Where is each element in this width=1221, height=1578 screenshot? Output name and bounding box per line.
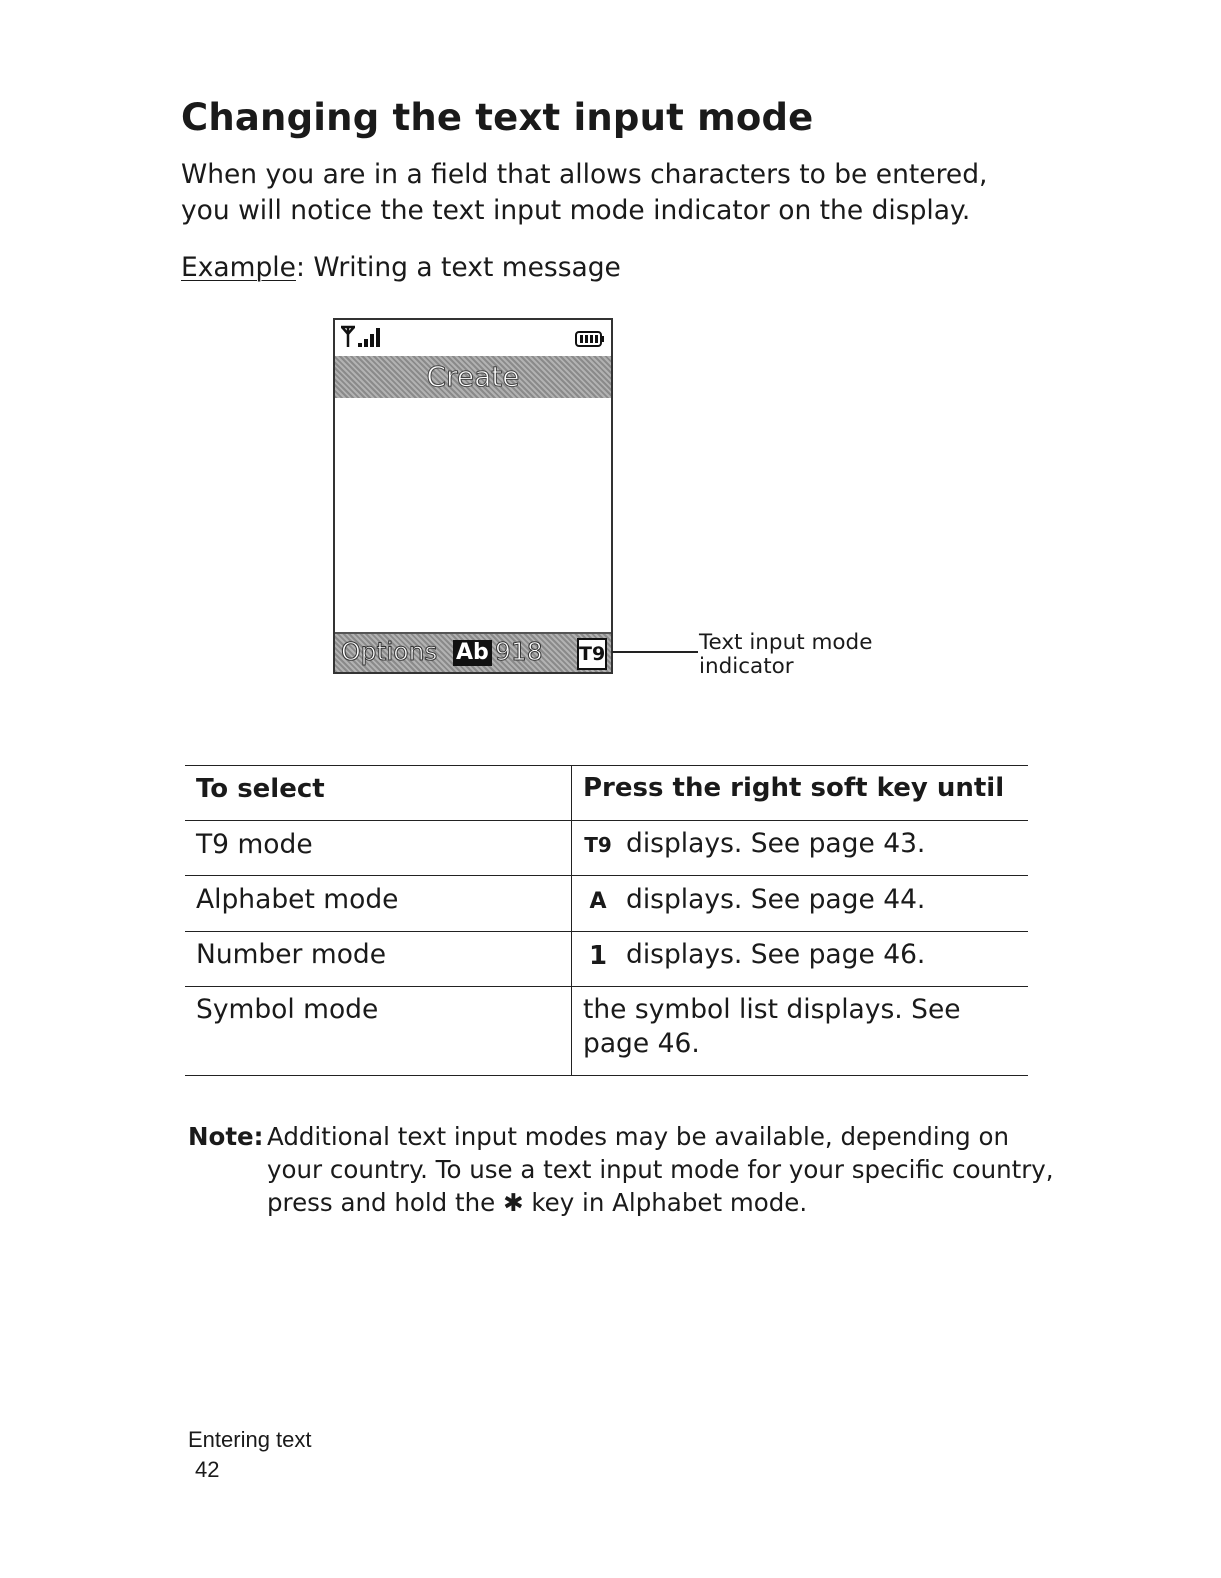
alphabet-mode-icon: A bbox=[589, 889, 607, 914]
table-row-mode: Alphabet mode bbox=[196, 884, 399, 915]
table-column-divider bbox=[571, 765, 572, 1076]
table-row-mode: Number mode bbox=[196, 939, 387, 970]
soft-key-bar bbox=[335, 632, 611, 672]
table-rule bbox=[185, 765, 1028, 766]
table-rule bbox=[185, 986, 1028, 987]
status-bar bbox=[335, 320, 611, 354]
table-row-action: displays. See page 44. bbox=[626, 884, 926, 915]
footer-section-title: Entering text bbox=[188, 1427, 312, 1452]
table-rule bbox=[185, 1075, 1028, 1076]
mode-badge: Ab bbox=[453, 640, 492, 666]
note-label: Note: bbox=[188, 1122, 264, 1151]
char-counter: 918 bbox=[495, 637, 543, 666]
phone-screen-illustration bbox=[333, 318, 613, 674]
table-row-action-cont: page 46. bbox=[583, 1028, 700, 1059]
intro-line-1: When you are in a field that allows characters to be entered, bbox=[181, 159, 988, 190]
note-line-2: your country. To use a text input mode for your specific country, bbox=[267, 1155, 1054, 1184]
callout-label bbox=[699, 631, 919, 679]
note-line-3-end: key in Alphabet mode. bbox=[531, 1188, 808, 1217]
options-soft-key: Options bbox=[341, 637, 438, 666]
note-line-3-start: press and hold the bbox=[267, 1188, 496, 1217]
number-mode-icon: 1 bbox=[588, 941, 608, 971]
screen-title: Create bbox=[426, 360, 520, 393]
callout-line-1: Text input mode bbox=[699, 630, 873, 655]
table-row-mode: Symbol mode bbox=[196, 994, 379, 1025]
table-header-press: Press the right soft key until bbox=[583, 773, 1005, 803]
table-row-mode: T9 mode bbox=[196, 829, 313, 860]
table-rule bbox=[185, 875, 1028, 876]
table-header-select: To select bbox=[196, 774, 325, 804]
table-row-action: the symbol list displays. See bbox=[583, 994, 961, 1025]
signal-icon bbox=[339, 324, 389, 350]
table-row-action: displays. See page 46. bbox=[626, 939, 926, 970]
callout-leader-line bbox=[612, 651, 698, 653]
callout-line-2: indicator bbox=[699, 654, 794, 679]
page-title: Changing the text input mode bbox=[181, 96, 814, 139]
table-row-action: displays. See page 43. bbox=[626, 828, 926, 859]
battery-icon bbox=[575, 330, 605, 348]
star-key-icon: ✱ bbox=[503, 1188, 524, 1217]
note-block bbox=[188, 1120, 1054, 1217]
example-caption bbox=[181, 252, 621, 283]
page-number: 42 bbox=[195, 1457, 220, 1482]
note-line-3 bbox=[267, 1186, 807, 1219]
table-rule bbox=[185, 931, 1028, 932]
t9-icon: T9 bbox=[584, 833, 612, 857]
t9-mode-indicator: T9 bbox=[577, 638, 607, 670]
example-label: Example bbox=[181, 252, 296, 283]
table-rule bbox=[185, 820, 1028, 821]
screen-title-bar bbox=[335, 356, 611, 398]
example-text: : Writing a text message bbox=[295, 252, 621, 283]
note-line-1: Additional text input modes may be available, depending on bbox=[267, 1122, 1010, 1151]
intro-line-2: you will notice the text input mode indicator on the display. bbox=[181, 195, 971, 226]
